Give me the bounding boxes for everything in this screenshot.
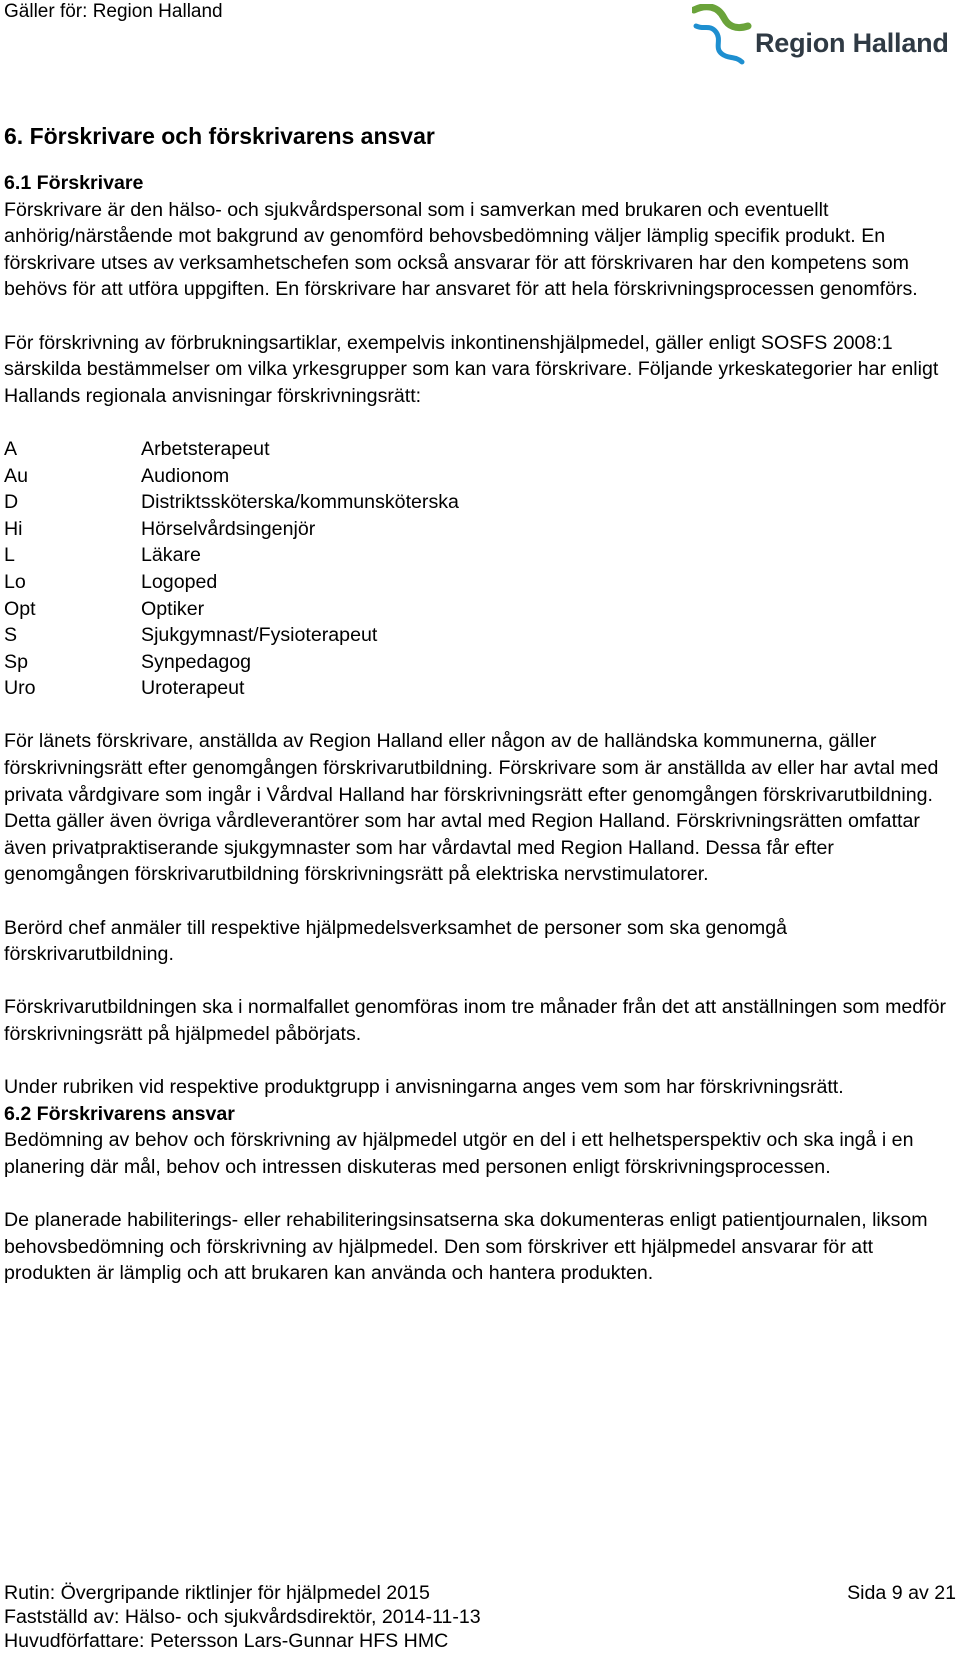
list-item xyxy=(4,649,954,676)
category-name: Distriktssköterska/kommunsköterska xyxy=(141,491,459,514)
category-code: Uro xyxy=(4,677,36,700)
category-name: Arbetsterapeut xyxy=(141,437,270,460)
category-name: Hörselvårdsingenjör xyxy=(141,517,316,540)
category-code: Opt xyxy=(4,597,36,620)
section-6-1-paragraph-2: För förskrivning av förbrukningsartiklar, exempelvis inkontinenshjälpmedel, gäller enligt SOSFS 2008:1 särskilda bestämmelser om vilka yrkesgrupper som kan vara förskrivare. Följande yrkeskategorier har enligt Hallands regionala anvisningar förskrivningsrätt: xyxy=(4,331,939,407)
list-item xyxy=(4,463,954,490)
category-code: A xyxy=(4,437,18,460)
list-item xyxy=(4,596,954,623)
list-item xyxy=(4,542,954,569)
footer-approved-by: Fastställd av: Hälso- och sjukvårdsdirektör, 2014-11-13 xyxy=(4,1606,481,1628)
section-6-2-heading: 6.2 Förskrivarens ansvar xyxy=(4,1102,235,1125)
category-code: Sp xyxy=(4,650,28,673)
list-item xyxy=(4,675,954,702)
category-name: Sjukgymnast/Fysioterapeut xyxy=(141,624,378,647)
footer-routine: Rutin: Övergripande riktlinjer för hjälpmedel 2015 xyxy=(4,1582,430,1604)
category-name: Läkare xyxy=(141,544,201,567)
chapter-title: 6. Förskrivare och förskrivarens ansvar xyxy=(4,123,435,149)
category-code: Lo xyxy=(4,570,26,593)
section-6-1-paragraph-3: För länets förskrivare, anställda av Region Halland eller någon av de halländska kommunerna, gäller förskrivningsrätt efter genomgången förskrivarutbildning. Förskrivare som är anställda av eller har avtal med privata vårdgivare som ingår i Vårdval Halland har förskrivningsrätt efter genomgången förskrivarutbildning. Detta gäller även övriga vårdleverantörer som har avtal med Region Halland. Förskrivningsrätten omfattar även privatpraktiserande sjukgymnaster som har vårdavtal med Region Halland. Dessa får efter genomgången förskrivarutbildning förskrivningsrätt på elektriska nervstimulatorer. xyxy=(4,730,939,886)
category-name: Audionom xyxy=(141,464,230,487)
section-6-1-heading: 6.1 Förskrivare xyxy=(4,172,144,194)
page-footer xyxy=(4,1581,956,1653)
category-name: Uroterapeut xyxy=(141,677,245,700)
list-item xyxy=(4,516,954,543)
document-body xyxy=(4,122,954,1314)
region-halland-logo-icon xyxy=(692,4,762,70)
category-name: Synpedagog xyxy=(141,650,252,673)
category-code: D xyxy=(4,491,19,514)
footer-row-author xyxy=(4,1629,956,1653)
list-item xyxy=(4,489,954,516)
footer-row-routine xyxy=(4,1581,956,1605)
category-name: Optiker xyxy=(141,597,205,620)
region-halland-logo-text: Region Halland xyxy=(755,28,949,58)
category-code: Hi xyxy=(4,517,23,540)
category-code: L xyxy=(4,544,15,567)
list-item xyxy=(4,622,954,649)
footer-page-number: Sida 9 av 21 xyxy=(847,1582,956,1604)
header-applies-to: Gäller för: Region Halland xyxy=(4,1,223,22)
footer-author: Huvudförfattare: Petersson Lars-Gunnar HFS HMC xyxy=(4,1630,449,1652)
section-6-2-paragraph-1: Bedömning av behov och förskrivning av hjälpmedel utgör en del i ett helhetsperspektiv och ska ingå i en planering där mål, behov och intressen diskuteras med personen enligt förskrivningsprocessen. xyxy=(4,1129,914,1178)
list-item xyxy=(4,569,954,596)
section-6-1-paragraph-1: Förskrivare är den hälso- och sjukvårdspersonal som i samverkan med brukaren och eventuellt anhörig/närstående mot bakgrund av genomförd behovsbedömning väljer lämplig specifik produkt. En förskrivare utses av verksamhetschefen som också ansvarar för att förskrivaren har den kompetens som behövs för att utföra uppgiften. En förskrivare har ansvaret för att hela förskrivningsprocessen genomförs. xyxy=(4,198,918,301)
region-halland-logo xyxy=(692,4,960,70)
section-6-1-paragraph-4: Berörd chef anmäler till respektive hjälpmedelsverksamhet de personer som ska genomgå förskrivarutbildning. xyxy=(4,916,788,966)
section-6-1-paragraph-6: Under rubriken vid respektive produktgrupp i anvisningarna anges vem som har förskrivningsrätt. xyxy=(4,1076,844,1099)
profession-category-list xyxy=(4,436,954,702)
section-6-2-paragraph-2: De planerade habiliterings- eller rehabiliteringsinsatserna ska dokumenteras enligt patientjournalen, liksom behovsbedömning och förskrivning av hjälpmedel. Den som förskriver ett hjälpmedel ansvarar för att produkten är lämplig och att brukaren kan använda och hantera produkten. xyxy=(4,1209,928,1285)
category-code: Au xyxy=(4,464,28,487)
section-6-1-paragraph-5: Förskrivarutbildningen ska i normalfallet genomföras inom tre månader från det att anställningen som medför förskrivningsrätt på hjälpmedel påbörjats. xyxy=(4,996,947,1045)
category-code: S xyxy=(4,624,18,647)
footer-row-approved xyxy=(4,1605,956,1629)
list-item xyxy=(4,436,954,463)
category-name: Logoped xyxy=(141,570,218,593)
